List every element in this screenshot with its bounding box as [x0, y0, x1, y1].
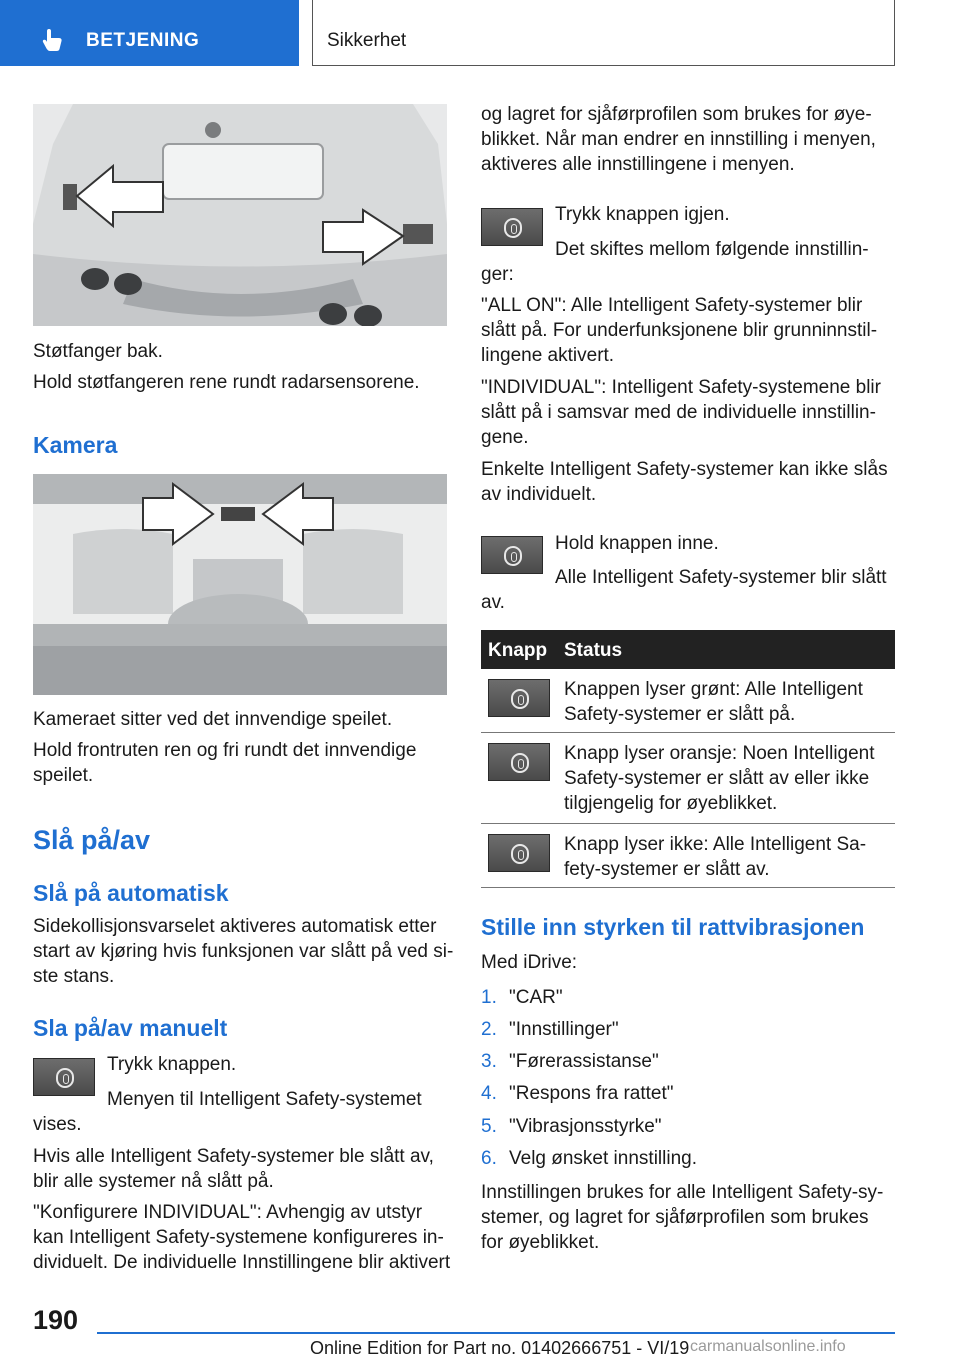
step-text: "Førerassistanse"	[509, 1051, 659, 1072]
step-text: "CAR"	[509, 987, 563, 1008]
camera-line-1: Kameraet sitter ved det innvendige speilet.	[33, 709, 393, 730]
page-header	[0, 0, 960, 66]
safety-button-image	[33, 1058, 95, 1096]
footer-divider	[97, 1332, 895, 1334]
all-on-line-3: lingene aktivert.	[481, 345, 615, 366]
manual-line-4: kan Intelligent Safety-systemene konfigureres in-	[33, 1227, 444, 1248]
step-number: 3.	[481, 1051, 497, 1072]
rear-bumper-text: Hold støtfangeren rene rundt radarsensorene.	[33, 372, 420, 393]
switch-line-1: Det skiftes mellom følgende innstillin-	[555, 239, 869, 260]
vibration-heading: Stille inn styrken til rattvibrasjonen	[481, 914, 865, 940]
idrive-label: Med iDrive:	[481, 952, 578, 973]
hold-press: Hold knappen inne.	[555, 533, 719, 554]
chapter-title: BETJENING	[86, 30, 200, 51]
step-number: 6.	[481, 1148, 497, 1169]
col-header-status: Status	[564, 640, 623, 661]
camera-line-2: Hold frontruten ren og fri rundt det innvendige	[33, 740, 417, 761]
step-number: 1.	[481, 987, 497, 1008]
step-text: "Innstillinger"	[509, 1019, 619, 1040]
step-text: "Vibrasjonsstyrke"	[509, 1116, 662, 1137]
table-cell: Safety-systemer er slått av eller ikke	[564, 768, 870, 789]
switch-line-2: ger:	[481, 264, 514, 285]
hold-result-1: Alle Intelligent Safety-systemer blir slått	[555, 567, 887, 588]
final-line-2: stemer, og lagret for sjåførprofilen som brukes	[481, 1207, 869, 1228]
watermark-text: carmanualsonline.info	[690, 1338, 846, 1355]
hold-result-2: av.	[481, 592, 505, 613]
onoff-heading: Slå på/av	[33, 825, 151, 855]
all-on-line-2: slått på. For underfunksjonene blir grunninnstil-	[481, 320, 878, 341]
manual-press: Trykk knappen.	[107, 1054, 237, 1075]
manual-line-1: Hvis alle Intelligent Safety-systemer ble slått av,	[33, 1146, 434, 1167]
table-cell: Knapp lyser ikke: Alle Intelligent Sa-	[564, 834, 867, 855]
step-number: 4.	[481, 1083, 497, 1104]
auto-heading: Slå på automatisk	[33, 880, 229, 906]
table-row	[481, 824, 895, 888]
col-header-button: Knapp	[488, 640, 548, 661]
table-cell: Knappen lyser grønt: Alle Intelligent	[564, 679, 863, 700]
safety-button-image	[488, 834, 550, 872]
step-number: 5.	[481, 1116, 497, 1137]
section-title: Sikkerhet	[327, 30, 407, 51]
step-text: Velg ønsket innstilling.	[509, 1148, 697, 1169]
hand-pointer-icon	[40, 27, 66, 53]
auto-line-2: start av kjøring hvis funksjonen var slått på ved si-	[33, 941, 454, 962]
safety-button-image	[481, 208, 543, 246]
step-text: "Respons fra rattet"	[509, 1083, 674, 1104]
final-line-3: for øyeblikket.	[481, 1232, 600, 1253]
some-line-2: av individuelt.	[481, 484, 597, 505]
page-footer	[0, 1290, 960, 1362]
table-row	[481, 733, 895, 824]
rear-bumper-caption: Støtfanger bak.	[33, 341, 163, 362]
camera-heading: Kamera	[33, 432, 118, 458]
manual-heading: Sla på/av manuelt	[33, 1015, 228, 1041]
safety-button-image	[488, 743, 550, 781]
table-cell: Safety-systemer er slått på.	[564, 704, 796, 725]
table-cell: tilgjengelig for øyeblikket.	[564, 793, 778, 814]
intro-line-1: og lagret for sjåførprofilen som brukes for øye-	[481, 104, 872, 125]
step-number: 2.	[481, 1019, 497, 1040]
table-header	[481, 630, 895, 669]
manual-line-5: dividuelt. De individuelle Innstillingene blir aktivert	[33, 1252, 451, 1273]
table-cell: fety-systemer er slått av.	[564, 859, 770, 880]
camera-photo	[33, 474, 447, 695]
table-cell: Knapp lyser oransje: Noen Intelligent	[564, 743, 875, 764]
some-line-1: Enkelte Intelligent Safety-systemer kan ikke slås	[481, 459, 888, 480]
page-number: 190	[33, 1305, 79, 1335]
manual-line-2: blir alle systemer nå slått på.	[33, 1171, 274, 1192]
section-header	[312, 0, 895, 66]
all-on-line-1: "ALL ON": Alle Intelligent Safety-systemer blir	[481, 295, 863, 316]
manual-menu: Menyen til Intelligent Safety-systemet	[107, 1089, 422, 1110]
individual-line-1: "INDIVIDUAL": Intelligent Safety-systemene blir	[481, 377, 881, 398]
intro-line-2: blikket. Når man endrer en innstilling i menyen,	[481, 129, 876, 150]
chapter-tab	[0, 0, 299, 66]
camera-line-3: speilet.	[33, 765, 94, 786]
manual-line-3: "Konfigurere INDIVIDUAL": Avhengig av utstyr	[33, 1202, 423, 1223]
manual-menu-cont: vises.	[33, 1114, 82, 1135]
individual-line-2: slått på i samsvar med de individuelle innstillin-	[481, 402, 876, 423]
individual-line-3: gene.	[481, 427, 529, 448]
table-row	[481, 669, 895, 733]
safety-button-image	[481, 536, 543, 574]
auto-line-1: Sidekollisjonsvarselet aktiveres automatisk etter	[33, 916, 437, 937]
edition-text: Online Edition for Part no. 01402666751 - VI/19	[310, 1338, 690, 1358]
intro-line-3: aktiveres alle innstillingene i menyen.	[481, 154, 795, 175]
auto-line-3: ste stans.	[33, 966, 115, 987]
press-again: Trykk knappen igjen.	[555, 204, 730, 225]
safety-button-image	[488, 679, 550, 717]
rear-bumper-photo	[33, 104, 447, 326]
final-line-1: Innstillingen brukes for alle Intelligent Safety-sy-	[481, 1182, 884, 1203]
